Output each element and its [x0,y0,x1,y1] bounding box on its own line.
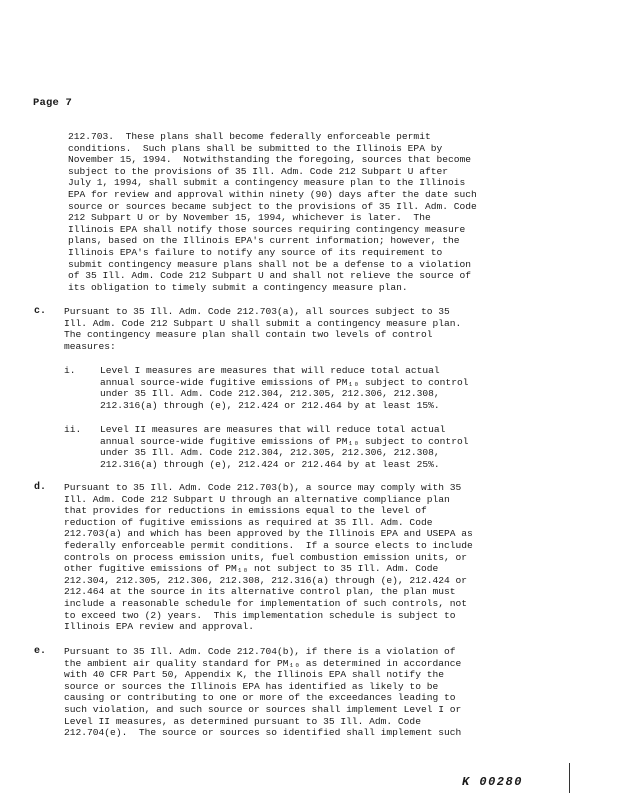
text-line: 212.703(a) and which has been approved by the Illinois EPA and USEPA as [64,528,473,540]
continuation-paragraph [68,131,477,293]
text-line: plans, based on the Illinois EPA's current information; however, the [68,235,460,247]
text-line: Illinois EPA's failure to notify any source of its requirement to [68,246,443,258]
text-line: with 40 CFR Part 50, Appendix K, the Illinois EPA shall notify the [64,669,444,681]
text-line: Ill. Adm. Code 212 Subpart U through an alternative compliance plan [64,493,450,505]
text-line: submit contingency measure plans shall not be a defense to a violation [68,258,472,270]
text-line: annual source-wide fugitive emissions of PM₁₀ subject to control [100,376,469,388]
text-line: July 1, 1994, shall submit a contingency measure plan to the Illinois [68,177,466,189]
text-line: the ambient air quality standard for PM₁₀ as determined in accordance [64,657,462,669]
text-line: Pursuant to 35 Ill. Adm. Code 212.704(b), if there is a violation of [64,646,456,657]
text-line: causing or contributing to one or more of the exceedances leading to [64,692,456,704]
text-line: 212.316(a) through (e), 212.424 or 212.464 by at least 15%. [100,399,440,411]
text-line: 212.304, 212.305, 212.306, 212.308, 212.316(a) through (e), 212.424 or [64,574,468,586]
section-d-paragraph [64,482,473,633]
text-line: controls on process emission units, fuel combustion emission units, or [64,551,468,563]
text-line: annual source-wide fugitive emissions of PM₁₀ subject to control [100,435,469,447]
text-line: Pursuant to 35 Ill. Adm. Code 212.703(a), all sources subject to 35 [64,306,450,317]
text-line: Illinois EPA shall notify those sources requiring contingency measure [68,223,466,235]
text-line: Illinois EPA review and approval. [64,621,254,633]
section-e-marker: e. [34,646,47,657]
text-line: 212.464 at the source in its alternative control plan, the plan must [64,586,456,598]
text-line: reduction of fugitive emissions as required at 35 Ill. Adm. Code [64,516,433,528]
page-number: Page 7 [33,97,73,109]
section-c-marker: c. [34,306,47,317]
text-line: Pursuant to 35 Ill. Adm. Code 212.703(b), a source may comply with 35 [64,482,462,493]
item-ii-marker: ii. [64,424,82,435]
margin-rule [569,763,570,793]
text-line: Level II measures, as determined pursuant to 35 Ill. Adm. Code [64,715,421,727]
text-line: Ill. Adm. Code 212 Subpart U shall submit a contingency measure plan. [64,317,462,329]
text-line: source or sources became subject to the provisions of 35 Ill. Adm. Code [68,200,477,212]
section-c-paragraph [64,306,461,352]
section-d-marker: d. [34,482,47,493]
text-line: Level II measures are measures that will reduce total actual [100,424,446,435]
text-line: federally enforceable permit conditions. If a source elects to include [64,539,473,551]
item-i-paragraph [100,365,468,411]
text-line: other fugitive emissions of PM₁₀ not subject to 35 Ill. Adm. Code [64,563,439,575]
bates-stamp: K 00280 [462,775,523,789]
text-line: include a reasonable schedule for implementation of such controls, not [64,597,468,609]
text-line: such violation, and such source or sources shall implement Level I or [64,703,462,715]
text-line: conditions. Such plans shall be submitted to the Illinois EPA by [68,142,443,154]
text-line: under 35 Ill. Adm. Code 212.304, 212.305, 212.306, 212.308, [100,388,440,400]
text-line: 212.703. These plans shall become federally enforceable permit [68,131,431,142]
text-line: The contingency measure plan shall contain two levels of control [64,329,433,341]
text-line: subject to the provisions of 35 Ill. Adm. Code 212 Subpart U after [68,165,448,177]
text-line: 212 Subpart U or by November 15, 1994, whichever is later. The [68,212,431,224]
item-i-marker: i. [64,365,76,376]
item-ii-paragraph [100,424,468,470]
text-line: that provides for reductions in emissions equal to the level of [64,505,427,517]
text-line: November 15, 1994. Notwithstanding the foregoing, sources that become [68,154,472,166]
text-line: 212.316(a) through (e), 212.424 or 212.464 by at least 25%. [100,458,440,470]
text-line: under 35 Ill. Adm. Code 212.304, 212.305, 212.306, 212.308, [100,447,440,459]
text-line: Level I measures are measures that will reduce total actual [100,365,440,376]
text-line: EPA for review and approval within ninety (90) days after the date such [68,188,477,200]
text-line: measures: [64,340,116,352]
text-line: of 35 Ill. Adm. Code 212 Subpart U and shall not relieve the source of [68,270,472,282]
text-line: 212.704(e). The source or sources so identified shall implement such [64,727,462,739]
text-line: to exceed two (2) years. This implementation schedule is subject to [64,609,456,621]
text-line: its obligation to timely submit a contingency measure plan. [68,281,408,293]
section-e-paragraph [64,646,461,739]
text-line: source or sources the Illinois EPA has identified as likely to be [64,680,439,692]
